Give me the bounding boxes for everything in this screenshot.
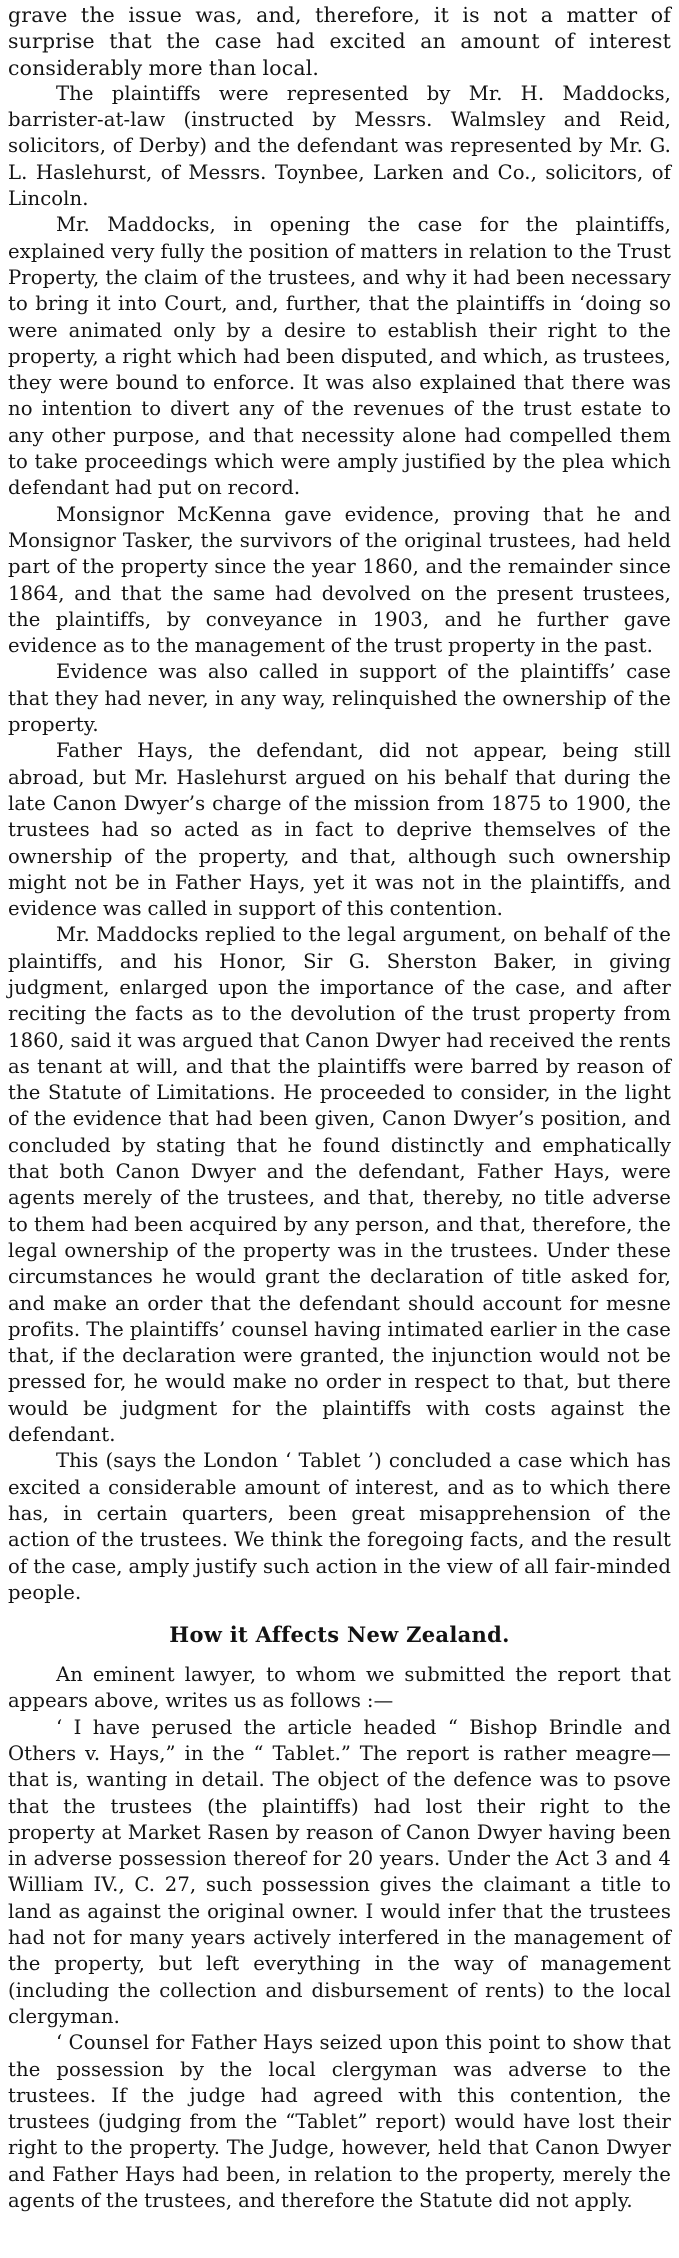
paragraph-defendant-argument: Father Hays, the defendant, did not appear, being still abroad, but Mr. Haslehurst argued on his behalf that during the late Canon Dwyer’s charge of the mission from 1875 to 1900, the trustees had so acted as in fact to deprive themselves of the ownership of the property, and that, although such ownership might not be in Father Hays, yet it was not in the plaintiffs, and evidence was called in support of this contention. bbox=[8, 739, 671, 921]
paragraph-maddocks-opening: Mr. Maddocks, in opening the case for the plaintiffs, explained very fully the position of matters in relation to the Trust Property, the claim of the trustees, and why it had been necessary to bring it into Court, and, further, that the plaintiffs in ‘doing so were animated only by a desire to establish their right to the property, a right which had been disputed, and which, as trustees, they were bound to enforce. It was also explained that there was no intention to divert any of the revenues of the trust estate to any other purpose, and that necessity alone had compelled them to take proceedings which were amply justified by the plea which defendant had put on record. bbox=[8, 213, 671, 500]
paragraph-judgment: Mr. Maddocks replied to the legal argument, on behalf of the plaintiffs, and his Honor, Sir G. Sherston Baker, in giving judgment, enlarged upon the importance of the case, and after reciting the facts as to the devolution of the trust property from 1860, said it was argued that Canon Dwyer had received the rents as tenant at will, and that the plaintiffs were barred by reason of the Statute of Limitations. He proceeded to consider, in the light of the evidence that had been given, Canon Dwyer’s position, and concluded by stating that he found distinctly and emphatically that both Canon Dwyer and the defendant, Father Hays, were agents merely of the trustees, and that, thereby, no title adverse to them had been acquired by any person, and that, therefore, the legal ownership of the property was in the trustees. Under these circumstances he would grant the declaration of title asked for, and make an order that the defendant should account for mesne profits. The plaintiffs’ counsel having intimated earlier in the case that, if the declaration were granted, the injunction would not be pressed for, he would make no order in respect to that, but there would be judgment for the plaintiffs with costs against the defendant. bbox=[8, 923, 671, 1447]
paragraph-mckenna-evidence: Monsignor McKenna gave evidence, proving that he and Monsignor Tasker, the survivors of the original trustees, had held part of the property since the year 1860, and the remainder since 1864, and that the same had devolved on the present trustees, the plaintiffs, by conveyance in 1903, and he further gave evidence as to the management of the trust property in the past. bbox=[8, 502, 671, 658]
paragraph-issue-interest: grave the issue was, and, therefore, it is not a matter of surprise that the case had excited an amount of interest considerably more than local. bbox=[8, 3, 671, 80]
paragraph-lawyer-counsel: ‘ Counsel for Father Hays seized upon this point to show that the possession by the local clergyman was adverse to the trustees. If the judge had agreed with this contention, the trustees (judging from the “Tablet” report) would have lost their right to the property. The Judge, however, held that Canon Dwyer and Father Hays had been, in relation to the property, merely the agents of the trustees, and therefore the Statute did not apply. bbox=[8, 2031, 671, 2213]
section-heading: How it Affects New Zealand. bbox=[169, 1622, 510, 1648]
paragraph-tablet-conclusion: This (says the London ‘ Tablet ’) concluded a case which has excited a considerable amount of interest, and as to which there has, in certain quarters, been great misapprehension of the action of the trustees. We think the foregoing facts, and the result of the case, amply justify such action in the view of all fair-minded people. bbox=[8, 1449, 671, 1604]
paragraph-representation: The plaintiffs were represented by Mr. H. Maddocks, barrister-at-law (instructed by Messrs. Walmsley and Reid, solicitors, of Derby) and the defendant was represented by Mr. G. L. Haslehurst, of Messrs. Toynbee, Larken and Co., solicitors, of Lincoln. bbox=[8, 81, 671, 211]
paragraph-ownership-evidence: Evidence was also called in support of the plaintiffs’ case that they had never, in any way, relinquished the ownership of the property. bbox=[8, 660, 671, 737]
paragraph-lawyer-intro: An eminent lawyer, to whom we submitted the report that appears above, writes us as follows :— bbox=[8, 1663, 671, 1713]
paragraph-lawyer-analysis: ‘ I have perused the article headed “ Bishop Brindle and Others v. Hays,” in the “ Tablet.” The report is rather meagre—that is, wanting in detail. The object of the defence was to psove that the trustees (the plaintiffs) had lost their right to the property at Market Rasen by reason of Canon Dwyer having been in adverse possession thereof for 20 years. Under the Act 3 and 4 William IV., C. 27, such possession gives the claimant a title to land as against the original owner. I would infer that the trustees had not for many years actively interfered in the management of the property, but left everything in the way of management (including the collection and disbursement of rents) to the local clergyman. bbox=[8, 1715, 671, 2028]
newspaper-column bbox=[8, 2, 671, 2214]
